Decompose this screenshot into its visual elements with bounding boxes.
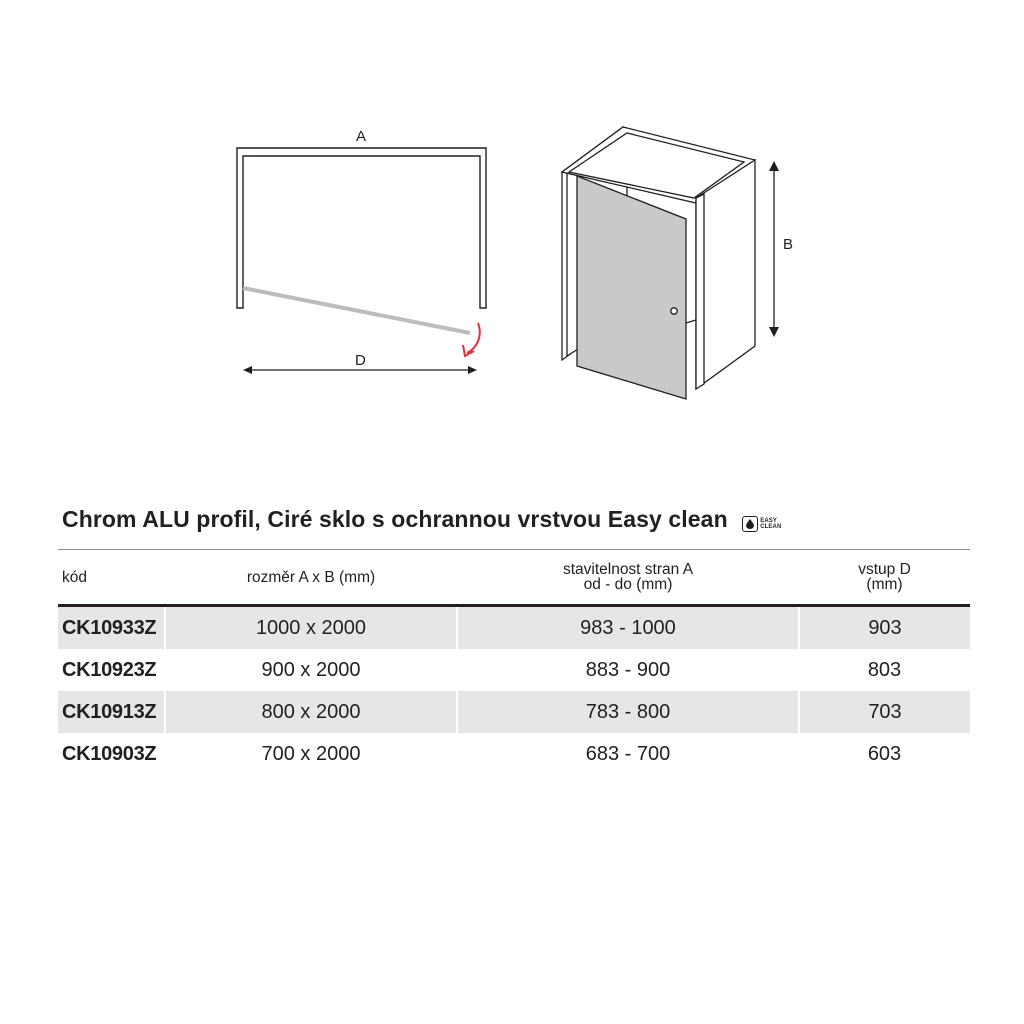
cell-adjust: 783 - 800	[457, 691, 799, 733]
header-entry-line-1: vstup D	[858, 561, 911, 578]
door-bottom-rail	[686, 320, 696, 323]
cell-entry: 903	[799, 606, 970, 650]
table-body	[58, 606, 970, 776]
header-entry-line-2: (mm)	[866, 576, 903, 593]
header-adjust-line-2: od - do (mm)	[583, 576, 673, 593]
cell-size: 1000 x 2000	[165, 606, 457, 650]
dimension-arrow-up-icon	[769, 161, 779, 171]
dimension-arrow-left-icon	[243, 366, 252, 374]
dimension-label-b: B	[783, 236, 794, 253]
plan-view-diagram	[237, 128, 486, 374]
dimension-label-d: D	[355, 352, 366, 369]
table-row	[58, 733, 970, 775]
easy-clean-badge	[742, 516, 786, 532]
spec-title-text: Chrom ALU profil, Ciré sklo s ochrannou vrstvou Easy clean	[62, 506, 728, 532]
cell-adjust: 883 - 900	[585, 658, 671, 681]
cell-entry: 703	[799, 691, 970, 733]
door-glass-panel	[577, 176, 686, 399]
cell-code: CK10903Z	[62, 742, 157, 765]
right-panel-edge	[696, 194, 704, 389]
plan-frame	[237, 148, 486, 308]
dimension-b	[769, 161, 793, 337]
header-adjust-line-1: stavitelnost stran A	[562, 561, 694, 578]
spec-title	[62, 506, 786, 533]
dimension-arrow-right-icon	[468, 366, 477, 374]
cell-size: 800 x 2000	[165, 691, 457, 733]
cell-code: CK10923Z	[62, 658, 157, 681]
header-row	[58, 550, 970, 606]
cell-code: CK10933Z	[58, 606, 165, 650]
table-row	[58, 606, 970, 650]
dimension-label-a: A	[356, 128, 367, 145]
cell-entry: 603	[867, 742, 902, 765]
cell-size: 700 x 2000	[261, 742, 361, 765]
cell-entry: 803	[867, 658, 902, 681]
header-entry	[799, 550, 970, 606]
door-handle-icon	[671, 308, 677, 314]
plan-door-panel	[243, 288, 470, 333]
table-row	[58, 649, 970, 691]
header-adjust	[457, 550, 799, 606]
dimension-arrow-down-icon	[769, 327, 779, 337]
easy-clean-badge-text	[760, 518, 786, 530]
spec-table	[58, 549, 970, 775]
table-header	[58, 550, 970, 606]
cell-code: CK10913Z	[58, 691, 165, 733]
cell-size: 900 x 2000	[261, 658, 361, 681]
header-code: kód	[58, 550, 165, 606]
water-drop-icon	[742, 516, 758, 532]
header-size: rozměr A x B (mm)	[165, 550, 457, 606]
door-swing-arrow-icon	[467, 323, 480, 353]
table-row	[58, 691, 970, 733]
perspective-view-diagram	[562, 127, 755, 399]
cell-adjust: 983 - 1000	[457, 606, 799, 650]
badge-line-2: CLEAN	[760, 524, 782, 530]
badge-line-1: EASY	[760, 518, 777, 524]
right-panel	[696, 160, 755, 389]
technical-diagrams	[0, 0, 1024, 420]
cell-adjust: 683 - 700	[585, 742, 671, 765]
